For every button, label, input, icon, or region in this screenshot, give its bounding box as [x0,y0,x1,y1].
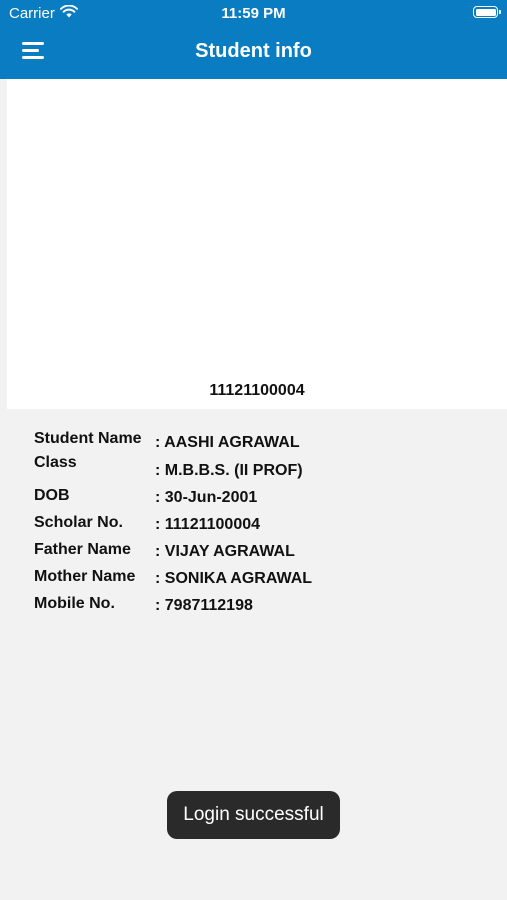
mother-value: : SONIKA AGRAWAL [155,570,313,587]
app-header [0,0,507,79]
mobile-label: Mobile No. [34,595,115,612]
carrier-label: Carrier [9,5,55,22]
toast-message: Login successful [167,791,340,839]
scholar-value: : 11121100004 [155,516,261,533]
status-time: 11:59 PM [221,5,286,22]
mobile-value: : 7987112198 [155,597,253,614]
class-value: : M.B.B.S. (II PROF) [155,462,303,479]
battery-icon [473,6,498,18]
page-title: Student info [195,40,312,62]
father-label: Father Name [34,541,131,558]
status-bar [0,0,507,28]
scholar-label: Scholar No. [34,514,123,531]
student-name-value: : AASHI AGRAWAL [155,434,300,451]
student-id-label: 11121100004 [209,382,305,399]
father-value: : VIJAY AGRAWAL [155,543,295,560]
class-label: Class [34,454,77,471]
dob-label: DOB [34,487,70,504]
student-photo-card [7,79,507,409]
dob-value: : 30-Jun-2001 [155,489,258,506]
mother-label: Mother Name [34,568,136,585]
student-name-label: Student Name [34,430,142,447]
